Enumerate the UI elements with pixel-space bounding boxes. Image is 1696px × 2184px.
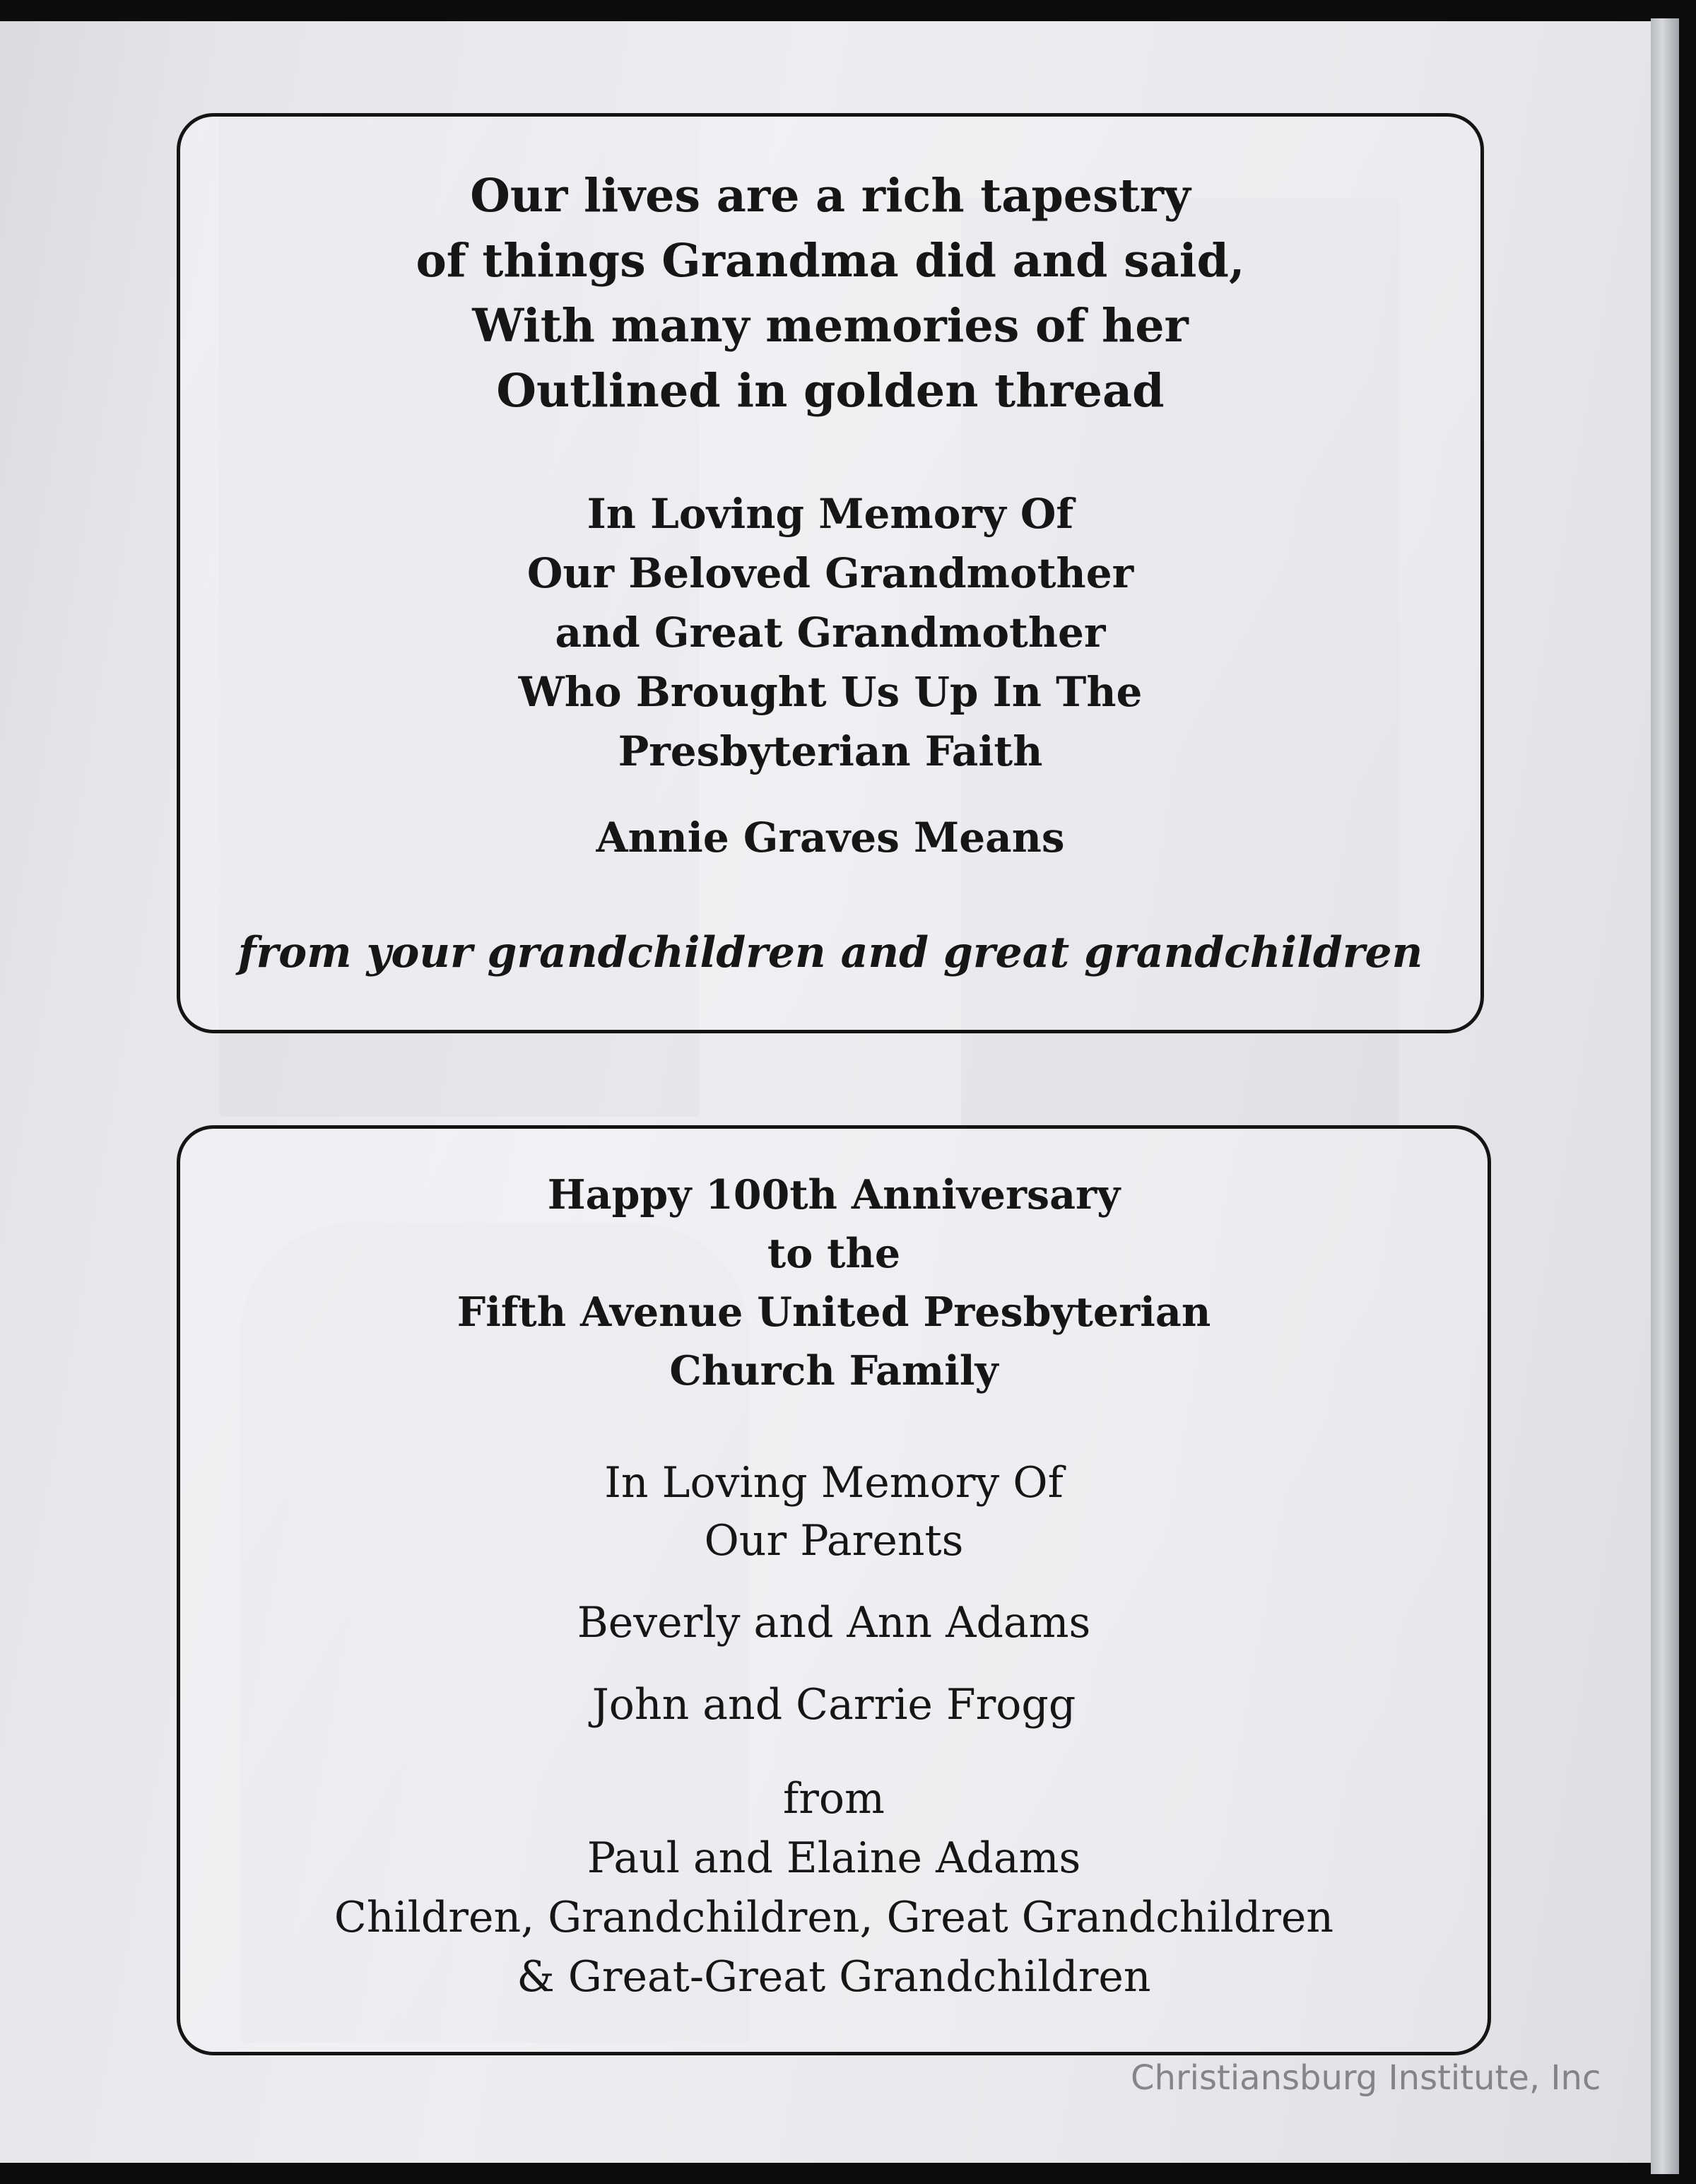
memory-line: Our Beloved Grandmother — [526, 549, 1134, 597]
poem-line: Our lives are a rich tapestry — [470, 169, 1191, 223]
memory-line: In Loving Memory Of — [604, 1458, 1064, 1508]
poem-line: With many memories of her — [472, 299, 1189, 353]
poem-line: of things Grandma did and said, — [416, 234, 1245, 288]
anniversary-line: Church Family — [669, 1347, 999, 1395]
from-line: Paul and Elaine Adams — [587, 1833, 1081, 1883]
poem-line: Outlined in golden thread — [496, 364, 1165, 418]
watermark: Christiansburg Institute, Inc — [1131, 2058, 1601, 2098]
from-line: Children, Grandchildren, Great Grandchildren — [334, 1893, 1334, 1942]
couple-name: John and Carrie Frogg — [591, 1680, 1076, 1730]
honoree-name: Annie Graves Means — [596, 814, 1065, 862]
page-edge — [1651, 18, 1679, 2174]
memory-line: and Great Grandmother — [555, 609, 1106, 657]
anniversary-line: Happy 100th Anniversary — [547, 1171, 1121, 1219]
from-family — [180, 1769, 1488, 2007]
parents-memory — [180, 1454, 1488, 1570]
from-grandchildren: from your grandchildren and great grandchildren — [237, 928, 1423, 977]
memory-line: In Loving Memory Of — [587, 490, 1074, 538]
from-line: & Great-Great Grandchildren — [517, 1952, 1151, 2002]
from-line: from — [783, 1774, 885, 1824]
anniversary-ad — [177, 1125, 1491, 2055]
memory-line: Who Brought Us Up In The — [518, 668, 1143, 716]
memory-line: Presbyterian Faith — [618, 727, 1043, 775]
anniversary-heading — [180, 1166, 1488, 1400]
poem — [180, 163, 1480, 423]
anniversary-line: to the — [767, 1230, 901, 1277]
couple-name: Beverly and Ann Adams — [577, 1598, 1091, 1648]
anniversary-line: Fifth Avenue United Presbyterian — [457, 1288, 1211, 1336]
memory-line: Our Parents — [704, 1516, 964, 1566]
memory-dedication — [180, 484, 1480, 781]
memorial-ad-grandmother — [177, 113, 1484, 1033]
